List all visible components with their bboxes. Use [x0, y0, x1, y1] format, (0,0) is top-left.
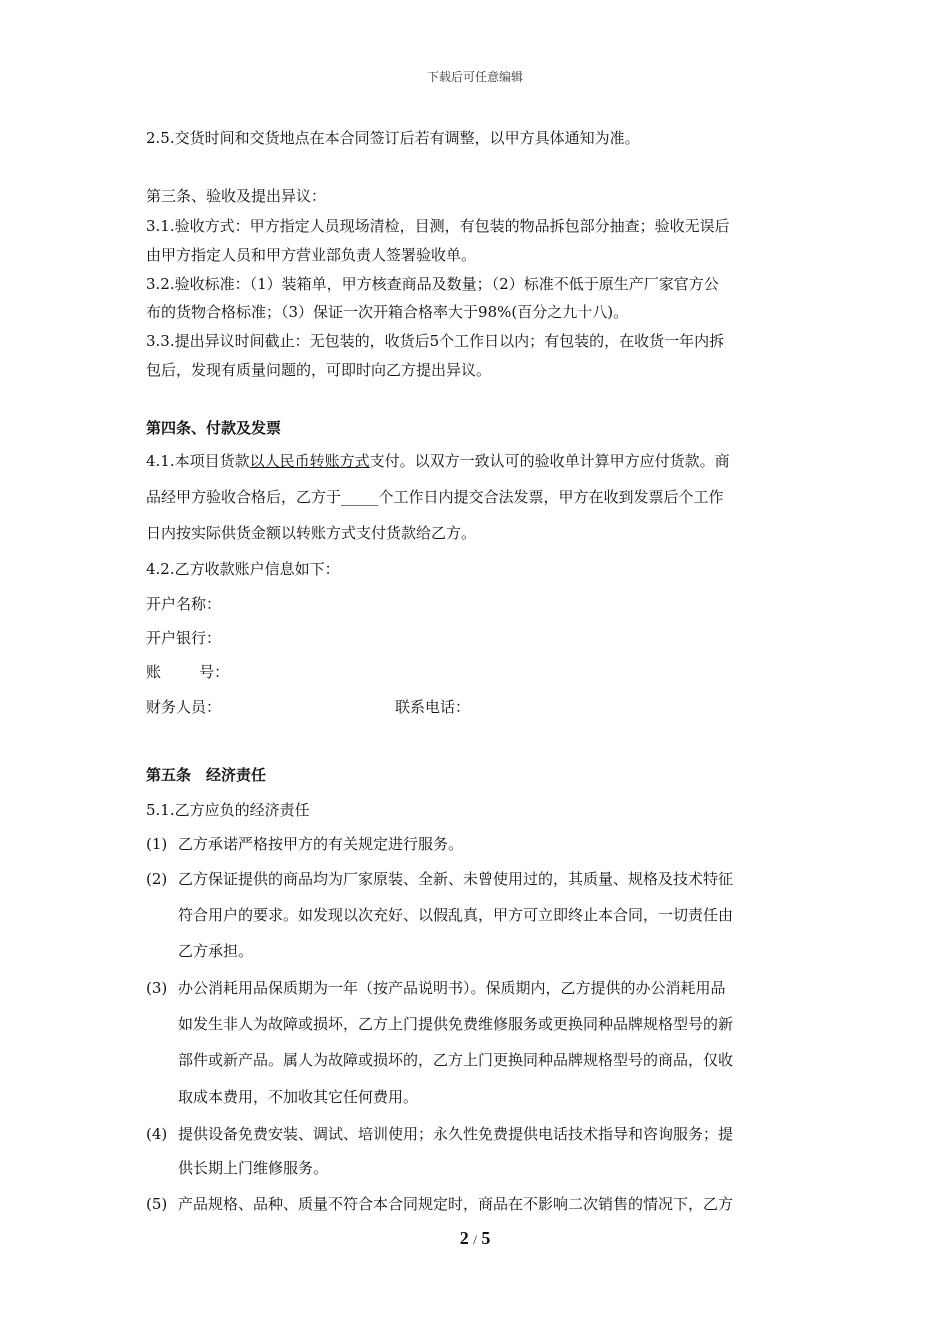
clause-3-2-line1: 3.2.验收标准：（1）装箱单，甲方核查商品及数量；（2）标准不低于原生产厂家官方公	[146, 275, 719, 293]
account-name-label: 开户名称：	[146, 595, 222, 613]
clause-2-5: 2.5.交货时间和交货地点在本合同签订后若有调整，以甲方具体通知为准。	[146, 129, 640, 147]
item-number: (3)	[146, 979, 168, 997]
clause-4-2: 4.2.乙方收款账户信息如下：	[146, 560, 340, 578]
clause-3-1-line1: 3.1.验收方式：甲方指定人员现场清检，目测，有包装的物品拆包部分抽查；验收无误后	[146, 217, 730, 235]
clause-4-1-suffix: 支付。以双方一致认可的验收单计算甲方应付货款。商	[369, 452, 730, 470]
clause-4-1-line2: 品经甲方验收合格后，乙方于_____个工作日内提交合法发票，甲方在收到发票后个工作	[146, 488, 724, 506]
item-3-line1: 办公消耗用品保质期为一年（按产品说明书）。保质期内，乙方提供的办公消耗用品	[178, 979, 726, 997]
page-number	[0, 1228, 950, 1249]
finance-person-label: 财务人员：	[146, 698, 222, 716]
current-page: 2	[459, 1228, 469, 1248]
section-5-title: 第五条 经济责任	[146, 766, 267, 784]
item-2-line2: 符合用户的要求。如发现以次充好、以假乱真，甲方可立即终止本合同，一切责任由	[178, 906, 734, 924]
account-number-label: 账 号：	[146, 663, 230, 681]
item-number: (1)	[146, 835, 168, 853]
item-number: (4)	[146, 1125, 168, 1143]
item-3-line3: 部件或新产品。属人为故障或损坏的，乙方上门更换同种品牌规格型号的商品，仅收	[178, 1051, 734, 1069]
clause-3-3-line1: 3.3.提出异议时间截止：无包装的，收货后5个工作日以内；有包装的，在收货一年内拆	[146, 332, 725, 350]
item-4-line2: 供长期上门维修服务。	[178, 1159, 329, 1177]
item-3-line2: 如发生非人为故障或损坏，乙方上门提供免费维修服务或更换同种品牌规格型号的新	[178, 1015, 734, 1033]
item-1-line1: 乙方承诺严格按甲方的有关规定进行服务。	[178, 835, 464, 853]
clause-4-1-line1	[146, 451, 730, 471]
item-3-line4: 取成本费用，不加收其它任何费用。	[178, 1088, 419, 1106]
clause-3-1-line2: 由甲方指定人员和甲方营业部负责人签署验收单。	[146, 246, 477, 264]
item-number: (5)	[146, 1195, 168, 1213]
item-5-line1: 产品规格、品种、质量不符合本合同规定时，商品在不影响二次销售的情况下，乙方	[178, 1195, 734, 1213]
section-3-title: 第三条、验收及提出异议：	[146, 187, 327, 205]
item-2-line1: 乙方保证提供的商品均为厂家原装、全新、未曾使用过的，其质量、规格及技术特征	[178, 870, 734, 888]
item-4-line1: 提供设备免费安装、调试、培训使用；永久性免费提供电话技术指导和咨询服务；提	[178, 1125, 734, 1143]
item-number: (2)	[146, 870, 168, 888]
item-2-line3: 乙方承担。	[178, 942, 254, 960]
clause-4-1-line3: 日内按实际供货金额以转账方式支付货款给乙方。	[146, 524, 477, 542]
clause-3-2-line2: 布的货物合格标准；（3）保证一次开箱合格率大于98%(百分之九十八)。	[146, 303, 629, 321]
clause-3-3-line2: 包后，发现有质量问题的，可即时向乙方提出异议。	[146, 361, 492, 379]
page-header: 下载后可任意编辑	[426, 70, 523, 84]
total-pages: 5	[481, 1228, 491, 1248]
payment-method: 以人民币转账方式	[249, 452, 370, 470]
phone-label: 联系电话：	[395, 698, 471, 716]
page-separator: /	[473, 1232, 477, 1247]
bank-label: 开户银行：	[146, 629, 222, 647]
clause-4-1-prefix: 4.1.本项目货款	[146, 452, 250, 470]
section-4-title: 第四条、付款及发票	[146, 419, 282, 437]
clause-5-1: 5.1.乙方应负的经济责任	[146, 801, 310, 819]
